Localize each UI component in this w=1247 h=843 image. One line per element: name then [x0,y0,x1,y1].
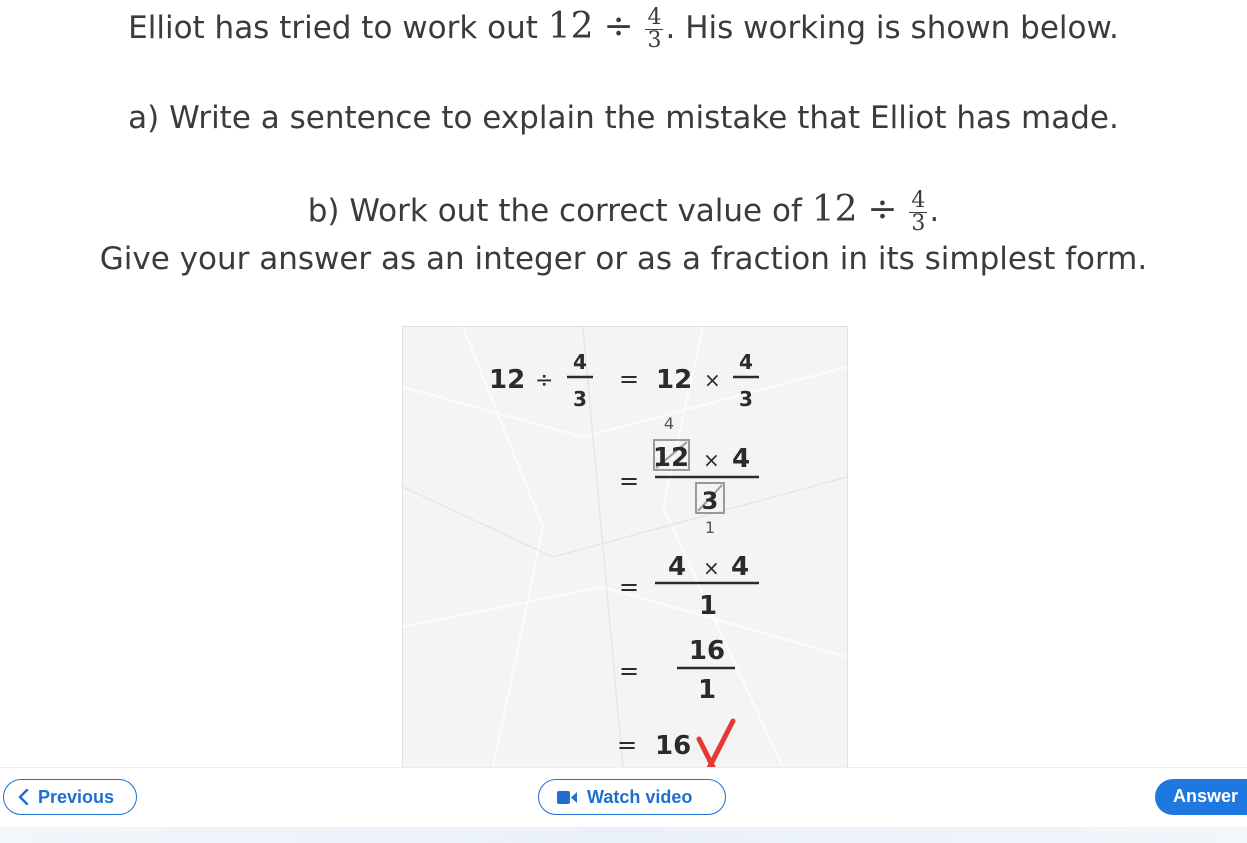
row2-equals: = [619,467,640,495]
question-part-b [0,189,1247,235]
question-part-b-instruction: Give your answer as an integer or as a fraction in its simplest form. [99,241,1148,277]
expression-fraction-b: $\frac{4}{3}$ [911,188,926,236]
watch-video-button[interactable] [538,779,726,815]
row4-equals: = [619,657,640,685]
row3-num-a: 4 [667,552,687,582]
wrong-cross-icon [699,721,733,768]
chevron-left-icon [18,789,29,805]
divide-sign: ÷ [603,6,634,47]
row3-denominator: 1 [698,591,718,621]
expression-fraction: $\frac{4}{3}$ [647,5,662,53]
paper-shadow-lines [403,327,847,768]
row1-rhs-whole: 12 [656,365,693,395]
row3-times: × [703,556,720,580]
row2-num-a: 12 [652,443,690,473]
row1-times: × [704,368,721,392]
row1-rhs-denominator: 3 [739,387,753,411]
row2-cancel-top: 4 [663,414,675,433]
row2-num-b: 4 [732,444,751,474]
row1-divide-sign: ÷ [535,368,554,393]
row1-rhs-numerator: 4 [739,350,753,374]
part-b-text: b) Work out the correct value of [307,193,802,229]
part-b-suffix: . [929,193,940,229]
working-svg [403,327,847,768]
previous-label: Previous [38,787,115,807]
row1-numerator: 4 [573,350,587,374]
question-line-1 [0,6,1247,52]
expression-whole: 12 [547,6,594,47]
row2-cancel-bottom: 1 [704,518,716,537]
row1-whole: 12 [489,365,526,395]
question-intro-text: Elliot has tried to work out [128,10,538,46]
bottom-navigation-bar [0,767,1247,828]
row2-times: × [703,448,720,472]
footer-strip [0,827,1247,843]
row5-equals: = [617,731,638,759]
working-paper-image [402,326,848,769]
watch-video-label: Watch video [587,787,693,807]
row5-result: 16 [655,731,692,761]
row2-denominator: 3 [701,487,719,515]
row3-num-b: 4 [730,552,750,582]
row1-equals: = [619,365,640,393]
row4-numerator: 16 [688,636,726,666]
question-intro-suffix: . His working is shown below. [665,10,1119,46]
paper-crease-lines [403,327,847,768]
row4-denominator: 1 [697,675,717,705]
answer-button[interactable]: Answer [1155,779,1247,815]
question-part-a: a) Write a sentence to explain the mistake that Elliot has made. [128,100,1119,136]
previous-button[interactable] [3,779,137,815]
row1-denominator: 3 [573,387,587,411]
divide-sign-b: ÷ [867,189,898,230]
video-camera-icon [557,791,577,804]
expression-whole-b: 12 [811,189,858,230]
row3-equals: = [619,573,640,601]
